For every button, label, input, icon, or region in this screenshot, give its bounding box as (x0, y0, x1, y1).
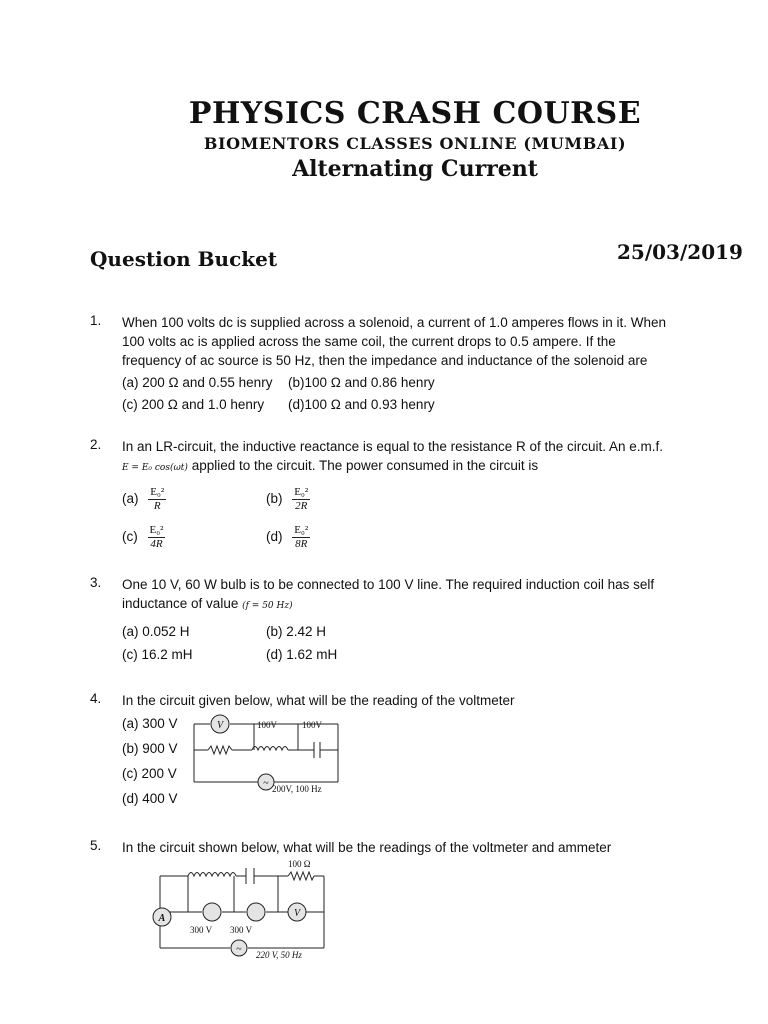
fraction-numerator: E₀² (150, 486, 165, 498)
page-subtitle: BIOMENTORS CLASSES ONLINE (MUMBAI) (203, 134, 627, 153)
option-d: (d) 1.62 mH (266, 647, 338, 662)
option-c: (c) 200 Ω and 1.0 henry (122, 397, 265, 412)
option-b: (b)100 Ω and 0.86 henry (288, 375, 435, 390)
meter-icon (203, 903, 221, 921)
fraction-numerator: E₀² (294, 486, 309, 498)
question-line (122, 594, 678, 616)
fraction (148, 487, 166, 512)
option-a: (a) 300 V (122, 716, 178, 731)
question-number: 5. (90, 838, 102, 853)
source-label: 200V, 100 Hz (272, 784, 322, 794)
ac-source-icon (231, 940, 247, 956)
ammeter-label: A (158, 913, 166, 924)
fraction-denominator: R (153, 500, 161, 512)
question-text: In the circuit given below, what will be the reading of the voltmeter (122, 693, 515, 708)
page-title: PHYSICS CRASH COURSE (188, 96, 642, 131)
fraction-denominator: 8R (295, 538, 308, 550)
question-text: In the circuit shown below, what will be the readings of the voltmeter and ammeter (122, 840, 612, 855)
question-text (122, 437, 678, 478)
question-line: When 100 volts dc is supplied across a solenoid, a current of 1.0 amperes flows in it. When (122, 315, 667, 330)
voltage-label-2: 300 V (230, 925, 253, 935)
ammeter-icon (153, 908, 171, 926)
option-label: (b) (266, 491, 283, 507)
option-c (122, 525, 165, 550)
svg-text:~: ~ (236, 944, 242, 955)
question-line: One 10 V, 60 W bulb is to be connected to 100 V line. The required induction coil has self (122, 577, 655, 592)
fraction-denominator: 2R (295, 500, 308, 512)
question-text (122, 575, 678, 616)
question-line-start: inductance of value (122, 596, 243, 611)
fraction-denominator: 4R (150, 538, 163, 550)
option-a: (a) 0.052 H (122, 624, 190, 639)
voltage-label-1: 300 V (190, 925, 213, 935)
voltmeter-icon (288, 903, 306, 921)
option-d (266, 525, 310, 550)
option-b (266, 487, 310, 512)
frequency-formula: (f = 50 Hz) (242, 601, 293, 611)
question-line (122, 456, 678, 478)
voltage-label-1: 100V (257, 720, 277, 730)
topic-heading: Alternating Current (292, 156, 538, 182)
fraction (292, 487, 310, 512)
voltmeter-icon (211, 715, 229, 733)
option-d: (d) 400 V (122, 791, 178, 806)
option-label: (c) (122, 529, 138, 545)
fraction-numerator: E₀² (149, 524, 164, 536)
question-number: 4. (90, 691, 102, 706)
svg-text:~: ~ (263, 778, 269, 789)
fraction (292, 525, 310, 550)
option-c: (c) 16.2 mH (122, 647, 193, 662)
fraction-numerator: E₀² (294, 524, 309, 536)
question-line-rest: applied to the circuit. The power consumed in the circuit is (187, 458, 539, 473)
question-text (122, 313, 678, 370)
question-line: In an LR-circuit, the inductive reactance is equal to the resistance R of the circuit. An e.m.f. (122, 439, 664, 454)
voltage-label-2: 100V (302, 720, 322, 730)
option-b: (b) 900 V (122, 741, 178, 756)
fraction (148, 525, 166, 550)
question-line: frequency of ac source is 50 Hz, then the impedance and inductance of the solenoid are (122, 353, 648, 368)
question-number: 3. (90, 575, 102, 590)
section-heading: Question Bucket (90, 247, 278, 271)
emf-formula: E = E₀ cos(ωt) (122, 463, 188, 473)
question-number: 2. (90, 437, 102, 452)
meter-icon (247, 903, 265, 921)
resistor-label: 100 Ω (288, 859, 311, 869)
option-label: (d) (266, 529, 283, 545)
option-a (122, 487, 166, 512)
question-line: 100 volts ac is applied across the same coil, the current drops to 0.5 ampere. If the (122, 334, 616, 349)
question-number: 1. (90, 313, 102, 328)
option-a: (a) 200 Ω and 0.55 henry (122, 375, 273, 390)
option-b: (b) 2.42 H (266, 624, 327, 639)
voltmeter-label: V (216, 720, 224, 731)
circuit-diagram-q5 (150, 856, 340, 966)
option-label: (a) (122, 491, 139, 507)
option-c: (c) 200 V (122, 766, 177, 781)
date-label: 25/03/2019 (617, 240, 743, 264)
option-d: (d)100 Ω and 0.93 henry (288, 397, 435, 412)
voltmeter-label: V (293, 908, 301, 919)
circuit-diagram-q4 (190, 712, 360, 798)
source-label: 220 V, 50 Hz (256, 950, 302, 960)
